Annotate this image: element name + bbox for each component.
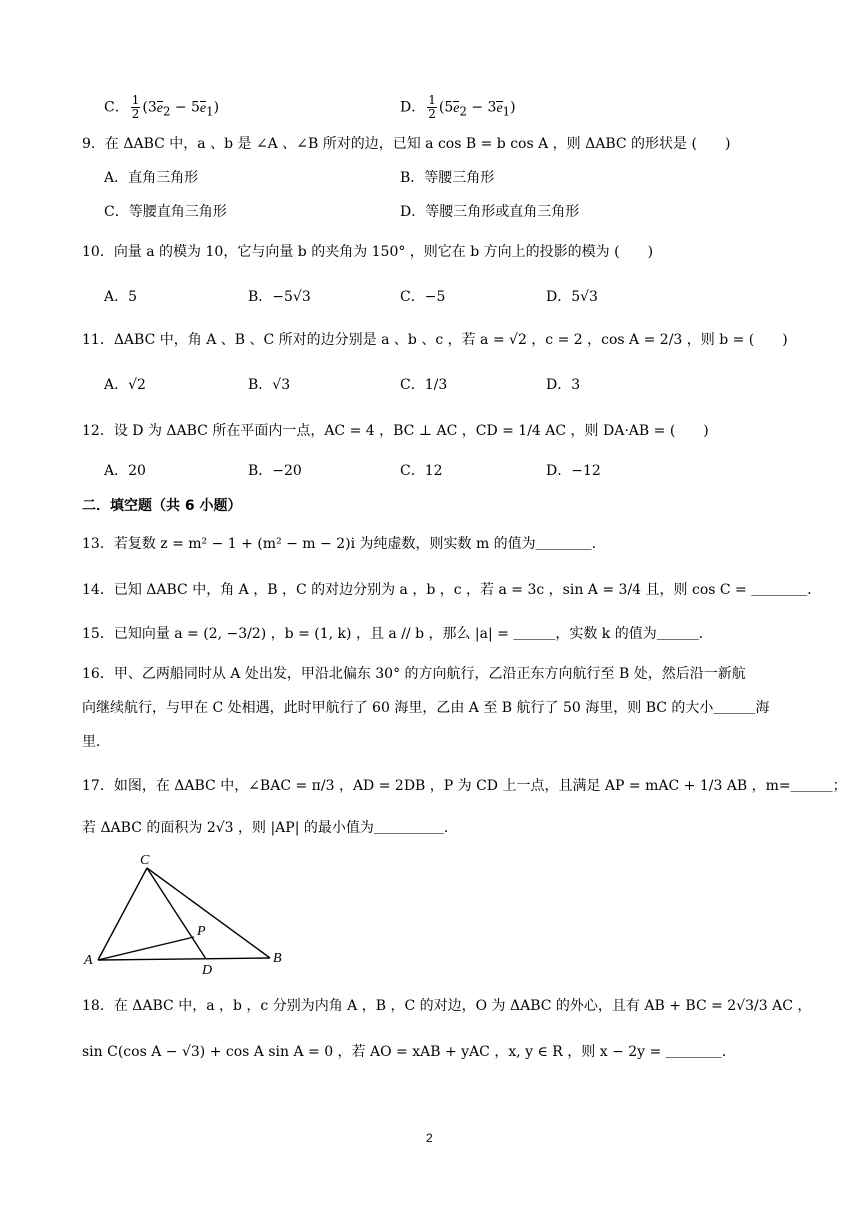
q16-line1: 16．甲、乙两船同时从 A 处出发，甲沿北偏东 30° 的方向航行，乙沿正东方向航行至 B 处，然后沿一新航 [82,666,746,682]
q9-option-b: B．等腰三角形 [400,170,495,186]
q12-option-b: B．−20 [248,463,302,479]
q10-stem: 10．向量 a 的模为 10，它与向量 b 的夹角为 150° ，则它在 b 方向上的投影的模为 ( ) [82,244,654,260]
page-number: 2 [426,1131,433,1145]
q9-option-c: C．等腰直角三角形 [104,204,227,220]
edge-ab [98,958,270,960]
q9-stem: 9．在 ΔABC 中，a 、b 是 ∠A 、∠B 所对的边，已知 a cos B = b cos A ，则 ΔABC 的形状是 ( ) [82,136,731,152]
q10-option-d: D．5√3 [546,289,598,305]
label-c: C [140,853,150,868]
q12-option-d: D．−12 [546,463,601,479]
label-d: D [202,963,213,978]
q10-option-a: A．5 [104,289,138,305]
q18-line2: sin C(cos A − √3) + cos A sin A = 0 ，若 AO = xAB + yAC ，x, y ∈ R ，则 x − 2y = ＿＿＿＿． [82,1044,736,1060]
segment-cd [147,868,206,959]
section-heading-fill-in: 二．填空题（共 6 小题） [82,498,242,514]
q16-line3: 里． [82,734,110,750]
q11-option-a: A．√2 [104,377,146,393]
q8-option-c: C． $\frac{1}{2}$ $(3e_2 - 5e_1)$ [104,93,220,121]
label-p: P [197,924,206,939]
q11-option-d: D．3 [546,377,581,393]
segment-ap [98,937,194,960]
label-b: B [273,951,282,966]
edge-ca [98,868,147,960]
q10-option-c: C．−5 [400,289,446,305]
q9-option-a: A．直角三角形 [104,170,199,186]
q15-text: 15．已知向量 a = (2, −3/2) ，b = (1, k) ，且 a // b ，那么 |a| = ＿＿＿，实数 k 的值为＿＿＿． [82,626,713,642]
q17-line1: 17．如图，在 ΔABC 中，∠BAC = π/3 ，AD = 2DB ，P 为 CD 上一点，且满足 AP = mAC + 1/3 AB ，m=＿＿＿； [82,778,847,794]
q12-option-c: C．12 [400,463,443,479]
q13-text: 13．若复数 z = m² − 1 + (m² − m − 2)i 为纯虚数，则实数 m 的值为＿＿＿＿． [82,536,606,552]
q9-option-d: D．等腰三角形或直角三角形 [400,204,580,220]
q12-option-a: A．20 [104,463,146,479]
q11-option-c: C．1/3 [400,377,448,393]
q8-option-c-label: C． [104,99,129,116]
q18-line1: 18．在 ΔABC 中，a ，b ，c 分别为内角 A ，B ，C 的对边，O 为 ΔABC 的外心，且有 AB + BC = 2√3/3 AC ， [82,998,812,1014]
q14-text: 14．已知 ΔABC 中，角 A ，B ，C 的对边分别为 a ，b ，c ，若 a = 3c ，sin A = 3/4 且，则 cos C = ＿＿＿＿． [82,582,822,598]
q12-stem: 12．设 D 为 ΔABC 所在平面内一点，AC = 4 ，BC ⊥ AC ，CD = 1/4 AC ，则 DA·AB = ( ) [82,423,709,439]
q10-option-b: B．−5√3 [248,289,311,305]
q11-option-b: B．√3 [248,377,291,393]
label-a: A [84,953,93,968]
q8-option-d-label: D． [400,99,426,116]
q11-stem: 11．ΔABC 中，角 A 、B 、C 所对的边分别是 a 、b 、c ，若 a = √2 ，c = 2 ，cos A = 2/3 ，则 b = ( ) [82,332,788,348]
q17-line2: 若 ΔABC 的面积为 2√3 ，则 |AP| 的最小值为＿＿＿＿＿． [82,820,458,836]
triangle-figure [80,848,290,978]
q16-line2: 向继续航行，与甲在 C 处相遇，此时甲航行了 60 海里，乙由 A 至 B 航行了 50 海里，则 BC 的大小＿＿＿海 [82,700,770,716]
q8-option-d: D． $\frac{1}{2}$ $(5e_2 - 3e_1)$ [400,93,516,121]
